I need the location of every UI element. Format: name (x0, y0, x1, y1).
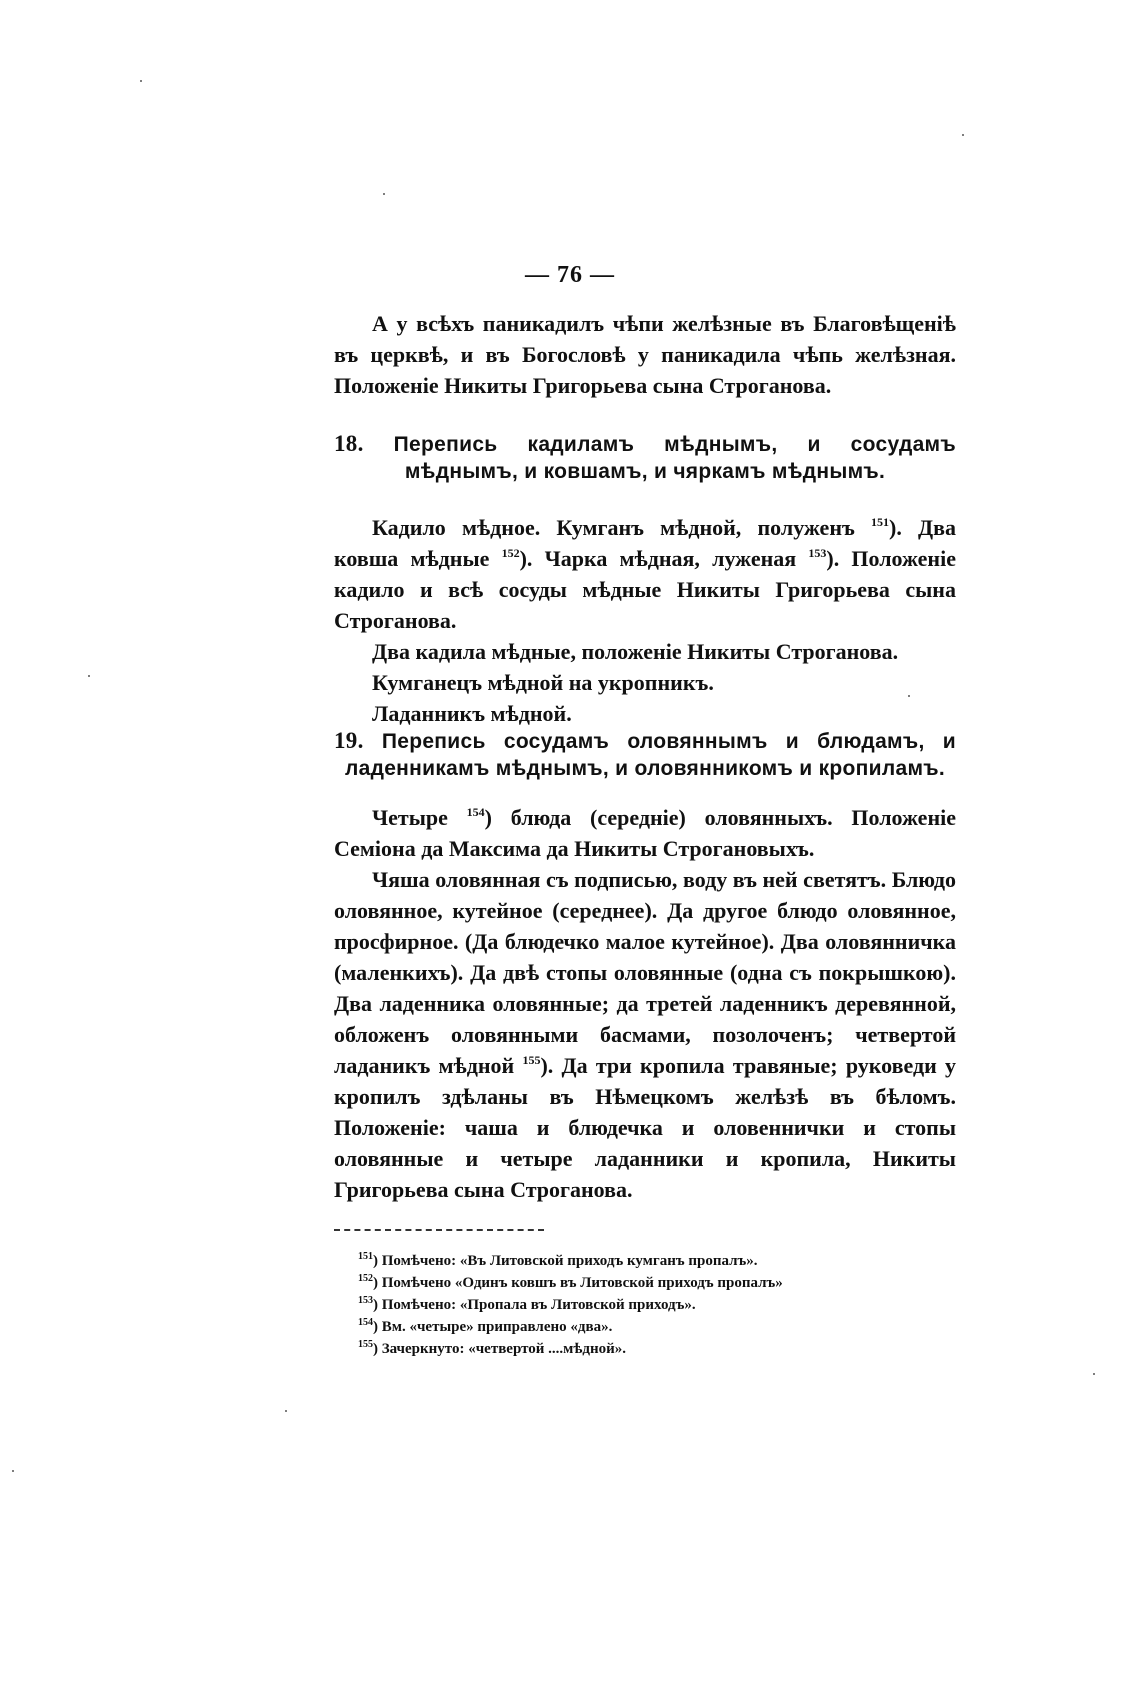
footnote-ref-154: 154 (466, 805, 485, 819)
section-18-body (334, 512, 956, 729)
footnote-155: $^{155}$) Зачеркнуто: «четвертой ....мѣдной». (358, 1339, 627, 1357)
intro-paragraph: А у всѣхъ паникадилъ чѣпи желѣзные въ Благовѣщеніѣ въ церквѣ, и въ Богословѣ у паникадила чѣпь желѣзная. Положеніе Никиты Григорьева сына Строганова. (334, 311, 956, 398)
footnote-ref-152: 152 (501, 546, 520, 560)
section-18-heading (334, 430, 956, 485)
scan-speck (908, 695, 910, 697)
section-19-body (334, 802, 956, 1205)
section-19-heading (334, 727, 956, 782)
scan-speck (962, 134, 964, 136)
section-18-line-3: Ладанникъ мѣдной. (372, 701, 572, 726)
section-18-paragraph: Кадило мѣдное. Кумганъ мѣдной, полуженъ $^{151}$). Два ковша мѣдные $^{152}$). Чарка мѣдная, луженая $^{153}$). Положеніе кадило и всѣ сосуды мѣдные Никиты Григорьева сына Строганова. (334, 515, 957, 633)
section-18-line-1: Два кадила мѣдные, положеніе Никиты Строганова. (372, 639, 899, 664)
scan-speck (285, 1410, 287, 1412)
footnote-ref-155: 155 (522, 1053, 541, 1067)
section-18-title: Перепись кадиламъ мѣднымъ, и сосудамъ мѣднымъ, и ковшамъ, и чяркамъ мѣднымъ. (393, 433, 957, 483)
footnote-154: $^{154}$) Вм. «четыре» приправлено «два». (358, 1317, 613, 1335)
section-19-number: 19. (334, 728, 364, 753)
footnote-152: $^{152}$) Помѣчено «Одинъ ковшъ въ Литовской приходъ пропалъ» (358, 1273, 783, 1291)
footnote-divider (334, 1229, 544, 1231)
intro-block (334, 308, 956, 401)
section-18-line-2: Кумганецъ мѣдной на укропникъ. (372, 670, 714, 695)
scan-speck (88, 675, 90, 677)
scan-speck (383, 193, 385, 195)
scan-speck (1093, 1373, 1095, 1375)
page-number: — 76 — (525, 262, 615, 288)
scan-speck (12, 1470, 14, 1472)
scan-speck (140, 80, 142, 82)
footnote-ref-151: 151 (871, 515, 889, 529)
section-18 (334, 430, 956, 485)
section-19-title: Перепись сосудамъ оловяннымъ и блюдамъ, и ладенникамъ мѣднымъ, и оловянникомъ и кропиламъ. (344, 730, 956, 780)
footnotes (358, 1250, 918, 1360)
section-19 (334, 727, 956, 782)
section-19-paragraph-1: Четыре $^{154}$) блюда (середніе) оловянныхъ. Положеніе Семіона да Максима да Никиты Строгановыхъ. (334, 805, 956, 861)
footnote-153: $^{153}$) Помѣчено: «Пропала въ Литовской приходъ». (358, 1295, 696, 1313)
section-18-number: 18. (334, 431, 364, 456)
section-19-paragraph-2: Чяша оловянная съ подписью, воду въ ней светятъ. Блюдо оловянное, кутейное (середнее). Да другое блюдо оловянное, просфирное. (Да блюдечко малое кутейное). Два оловянничка (маленкихъ). Да двѣ стопы оловянные (одна съ покрышкою). Два ладенника оловянные; да третей ладенникъ деревянной, обложенъ оловянными басмами, позолоченъ; четвертой ладаникъ мѣдной $^{155}$). Да три кропила травяные; руковеди у кропилъ здѣланы въ Нѣмецкомъ желѣзѣ въ бѣломъ. Положеніе: чаша и блюдечка и оловеннички и стопы оловянные и четыре ладанники и кропила, Никиты Григорьева сына Строганова. (334, 867, 956, 1202)
footnote-151: $^{151}$) Помѣчено: «Въ Литовской приходъ кумганъ пропалъ». (358, 1251, 758, 1269)
footnote-ref-153: 153 (808, 546, 827, 560)
